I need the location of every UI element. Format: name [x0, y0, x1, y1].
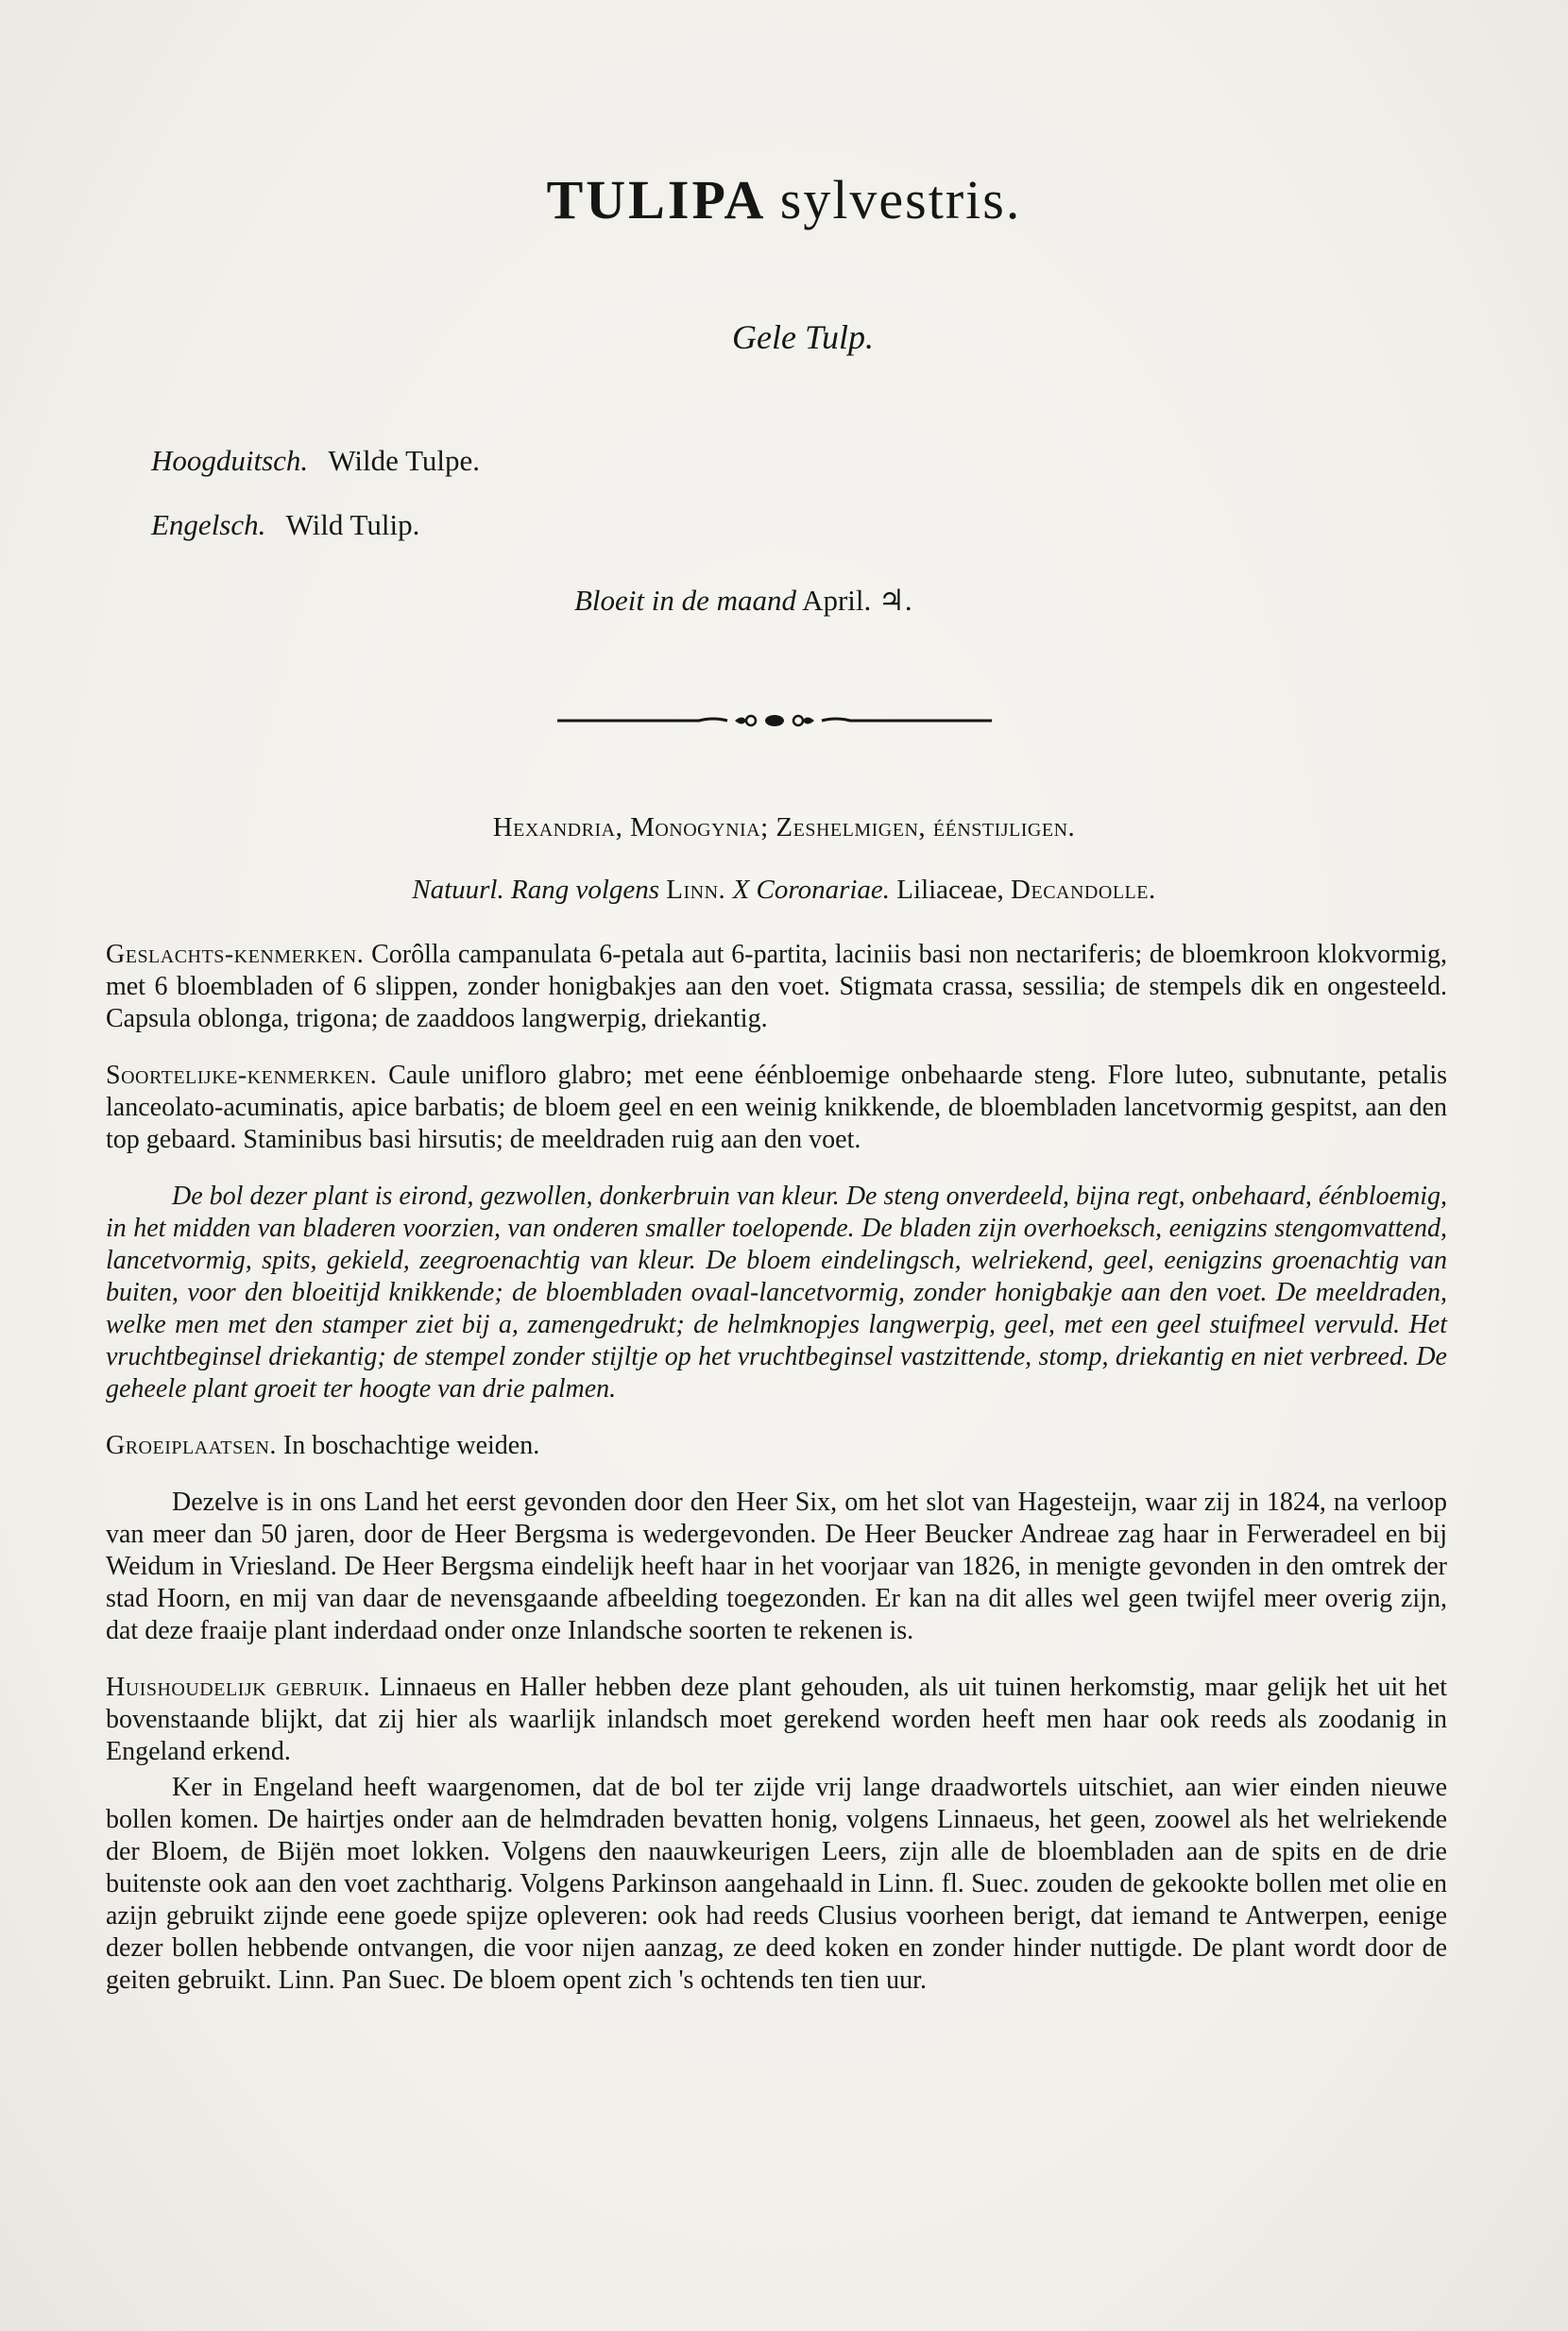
species-characters [106, 1060, 1447, 1156]
classification-line: Hexandria, Monogynia; Zeshelmigen, éénstijligen. [492, 812, 1076, 842]
bloom-month: April. [802, 584, 872, 617]
natural-order-line [0, 875, 1568, 906]
page-title [0, 168, 1568, 231]
section-text: Linnaeus en Haller hebben deze plant gehouden, als uit tuinen herkomstig, maar gelijk het uit het bovenstaande blijkt, dat zij hier als waarlijk inlandsch moet gerekend worden heeft men haar ook reeds als zoodanig in Engeland erkend. [106, 1673, 1447, 1766]
bloom-line [574, 584, 912, 618]
bloom-symbol: ♃. [878, 584, 912, 617]
vernacular-german [151, 444, 480, 478]
section-text: In boschachtige weiden. [282, 1431, 540, 1460]
section-text: Caule unifloro glabro; met eene éénbloemige onbehaarde steng. Flore luteo, subnutante, petalis lanceolato-acuminatis, apice barbatis; de bloem geel en een weinig knikkende, de bloembladen lancetvormig gespitst, aan den top gebaard. Staminibus basi hirsutis; de meeldraden ruig aan den voet. [106, 1061, 1448, 1154]
family-name: Liliaceae, [896, 875, 1004, 905]
section-label: Geslachts-kenmerken. [106, 940, 365, 969]
section-label: Huishoudelijk gebruik. [106, 1673, 371, 1702]
vernacular-english [151, 508, 419, 542]
natural-order-label: Natuurl. Rang volgens [412, 875, 660, 905]
household-use [106, 1672, 1447, 1768]
vernacular-lang: Hoogduitsch. [151, 444, 309, 477]
vernacular-lang: Engelsch. [151, 508, 266, 541]
subtitle: Gele Tulp. [732, 318, 874, 356]
section-label: Groeiplaatsen. [106, 1431, 277, 1460]
vernacular-name: Wilde Tulpe. [328, 444, 481, 477]
main-text [106, 939, 1447, 2021]
section-label: Soortelijke-kenmerken. [106, 1061, 378, 1090]
plant-description: De bol dezer plant is eirond, gezwollen, donkerbruin van kleur. De steng onverdeeld, bijna regt, onbehaard, éénbloemig, in het midden van bladeren voorzien, van onderen smaller toelopende. De bladen zijn overhoeksch, eenigzins stengomvattend, lancetvormig, spits, gekield, zeegroenachtig van kleur. De bloem eindelingsch, welriekend, geel, eenigzins groenachtig van buiten, voor den bloeitijd knikkende; de bloembladen ovaal-lancetvormig, zonder honigbakje aan den voet. De meeldraden, welke men met den stamper ziet bij a, zamengedrukt; de helmknopjes langwerpig, geel, met een geel stuifmeel vervuld. Het vruchtbeginsel driekantig; de stempel zonder stijltje op het vruchtbeginsel vastzittende, stomp, driekantig en niet verbreed. De geheele plant groeit ter hoogte van drie palmen. [106, 1182, 1447, 1404]
ornament-divider-icon [557, 706, 992, 735]
ker-paragraph: Ker in Engeland heeft waargenomen, dat de bol ter zijde vrij lange draadwortels uitschiet, aan wier einden nieuwe bollen komen. De hairtjes onder aan de helmdraden bevatten honig, volgens Linnaeus, het geen, zoowel als het welriekende der Bloem, de Bijën moet lokken. Volgens den naauwkeurigen Leers, zijn alle de bloembladen aan de spits en de drie buitenste ook aan den voet zachtharig. Volgens Parkinson aangehaald in Linn. fl. Suec. zouden de gekookte bollen met olie en azijn gebruikt zijnde eene goede spijze opleveren: ook had reeds Clusius voorheen berigt, dat iemand te Antwerpen, eenige dezer bollen hebbende ontvangen, die voor nijen aanzag, ze deed koken en zonder hinder nuttigde. De plant wordt door de geiten gebruikt. Linn. Pan Suec. De bloem opent zich 's ochtends ten tien uur. [106, 1773, 1447, 1995]
bloom-label: Bloeit in de maand [574, 584, 797, 617]
title-genus: TULIPA [546, 169, 764, 230]
family-author: Decandolle. [1011, 875, 1156, 905]
linn-abbrev: Linn. [666, 875, 726, 905]
title-species: sylvestris. [779, 169, 1022, 230]
genus-characters [106, 939, 1447, 1035]
locality-paragraph: Dezelve is in ons Land het eerst gevonden door den Heer Six, om het slot van Hagesteijn, waar zij in 1824, na verloop van meer dan 50 jaren, door de Heer Bergsma is wedergevonden. De Heer Beucker Andreae zag haar in Ferweradeel en bij Weidum in Vriesland. De Heer Bergsma eindelijk heeft haar in het voorjaar van 1826, in menigte gevonden in den omtrek der stad Hoorn, en mij van daar de nevensgaande afbeelding toegezonden. Er kan na dit alles wel geen twijfel meer overig zijn, dat deze fraaije plant inderdaad onder onze Inlandsche soorten te rekenen is. [106, 1488, 1447, 1645]
order-name: X Coronariae. [732, 875, 891, 905]
vernacular-name: Wild Tulip. [285, 508, 420, 541]
habitat [106, 1430, 1447, 1462]
section-text: Corôlla campanulata 6-petala aut 6-partita, laciniis basi non nectariferis; de bloemkroon klokvormig, met 6 bloembladen of 6 slippen, zonder honigbakjes aan den voet. Stigmata crassa, sessilia; de stempels dik en ongesteeld. Capsula oblonga, trigona; de zaaddoos langwerpig, driekantig. [106, 940, 1448, 1033]
